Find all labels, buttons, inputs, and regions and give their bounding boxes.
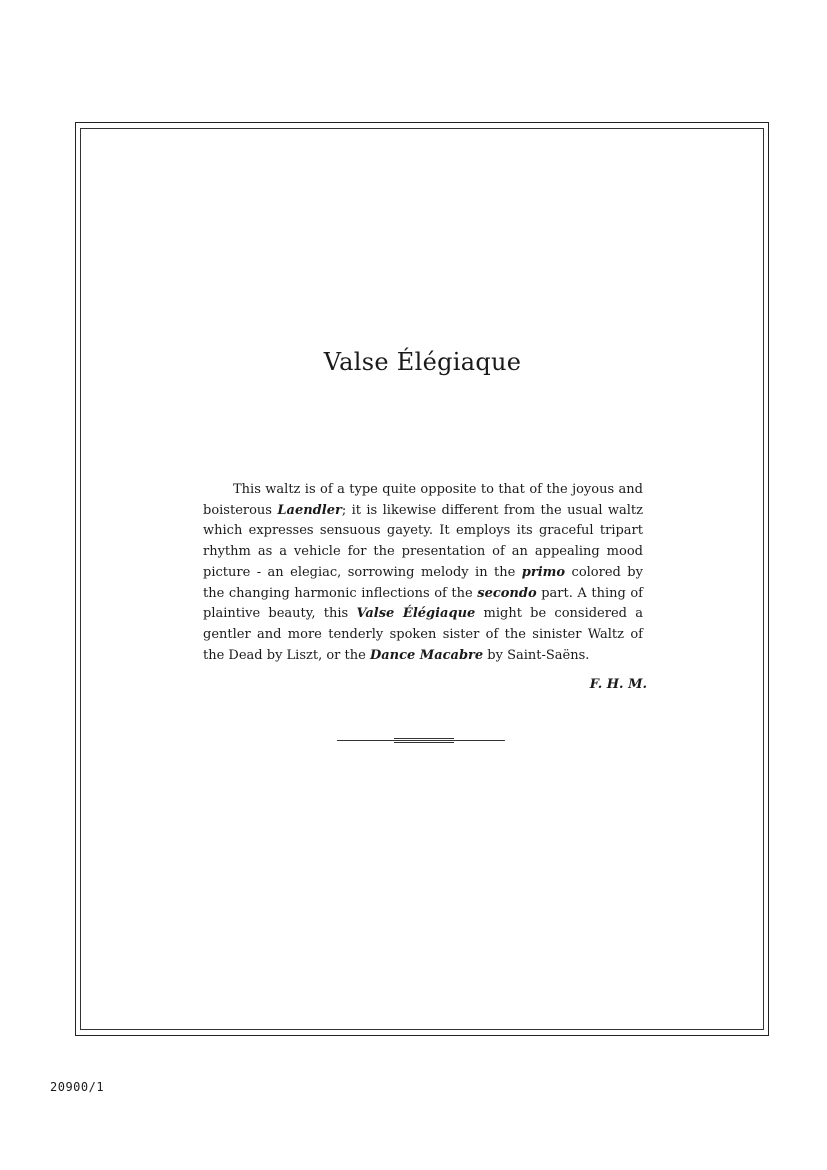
note-term-dance-macabre: Dance Macabre [369, 647, 484, 663]
note-text-5: might be considered a gentler and more tenderly spoken sister of the sinister Waltz of the Dead by Liszt, or the [203, 606, 643, 663]
program-note [203, 480, 643, 666]
note-text-6: by Saint-Saëns. [483, 647, 590, 663]
program-note-paragraph [203, 480, 643, 666]
decorative-rule-center [394, 738, 454, 743]
plate-number: 20900/1 [50, 1080, 105, 1094]
note-text-3: colored by the changing harmonic inflections of the [203, 564, 643, 601]
note-term-secondo: secondo [477, 585, 537, 601]
note-term-laendler: Laendler [277, 502, 342, 518]
note-text-4: part. A thing of plaintive beauty, this [203, 585, 643, 622]
note-term-primo: primo [521, 564, 566, 580]
note-text-2: ; it is likewise different from the usual waltz which expresses sensuous gayety. It employs its graceful tripart rhythm as a vehicle for the presentation of an appealing mood picture - an elegiac, sorrowing melody in the [203, 502, 643, 580]
note-term-valse-elegiaque: Valse Élégiaque [356, 606, 476, 622]
note-text-1: This waltz is of a type quite opposite to that of the joyous and boisterous [203, 482, 643, 518]
page-title: Valse Élégiaque [323, 348, 522, 376]
author-initials: F. H. M. [589, 677, 647, 692]
